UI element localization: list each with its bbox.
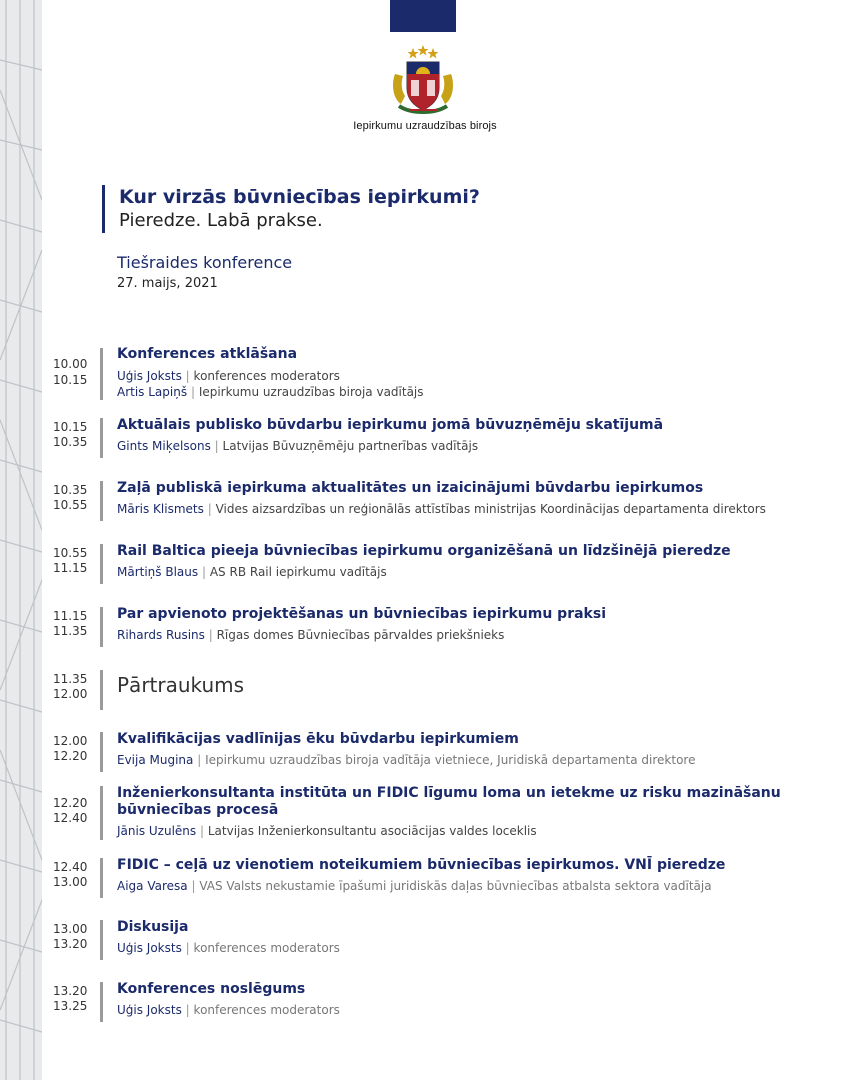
speaker-role: Vides aizsardzības un reģionālās attīstības ministrijas Koordinācijas departamenta direktors bbox=[215, 502, 766, 516]
agenda-session bbox=[40, 784, 830, 842]
speaker-name: Jānis Uzulēns bbox=[117, 824, 197, 838]
session-title: Rail Baltica pieeja būvniecības iepirkumu organizēšanā un līdzšinējā pieredze bbox=[117, 543, 731, 559]
session-title-line-1: Inženierkonsultanta institūta un FIDIC līgumu loma un ietekme uz risku mazināšanu bbox=[117, 785, 781, 801]
session-start-time: 10.35 bbox=[53, 483, 88, 497]
agenda-session bbox=[40, 345, 830, 405]
separator: | bbox=[197, 753, 202, 767]
speaker-role: konferences moderators bbox=[193, 1003, 340, 1017]
session-speaker bbox=[117, 1002, 340, 1018]
session-speaker bbox=[117, 752, 695, 768]
session-title: Kvalifikācijas vadlīnijas ēku būvdarbu iepirkumiem bbox=[117, 731, 519, 747]
session-speaker bbox=[117, 384, 424, 400]
session-title-line-2: būvniecības procesā bbox=[117, 802, 279, 818]
separator: | bbox=[200, 824, 205, 838]
session-start-time: 10.55 bbox=[53, 546, 88, 560]
separator: | bbox=[185, 1003, 190, 1017]
separator: | bbox=[214, 439, 219, 453]
session-title: FIDIC – ceļā uz vienotiem noteikumiem būvniecības iepirkumos. VNĪ pieredze bbox=[117, 857, 726, 873]
session-speaker bbox=[117, 564, 387, 580]
session-divider-bar bbox=[100, 786, 103, 840]
title-block bbox=[102, 185, 480, 233]
decorative-side-strip bbox=[0, 0, 42, 1080]
speaker-role: Iepirkumu uzraudzības biroja vadītājs bbox=[198, 385, 424, 399]
separator: | bbox=[191, 879, 196, 893]
agenda-session bbox=[40, 856, 830, 900]
speaker-name: Rihards Rusins bbox=[117, 628, 205, 642]
session-divider-bar bbox=[100, 982, 103, 1022]
scaffold-pattern-graphic bbox=[0, 0, 42, 1080]
session-divider-bar bbox=[100, 348, 103, 400]
session-start-time: 13.20 bbox=[53, 984, 88, 998]
break-title: Pārtraukums bbox=[117, 673, 245, 697]
session-start-time: 12.40 bbox=[53, 860, 88, 874]
session-end-time: 10.55 bbox=[53, 498, 88, 512]
speaker-role: VAS Valsts nekustamie īpašumi juridiskās daļas būvniecības atbalsta sektora vadītāja bbox=[199, 879, 712, 893]
session-end-time: 11.15 bbox=[53, 561, 88, 575]
agenda-session bbox=[40, 980, 830, 1024]
session-speaker bbox=[117, 878, 712, 894]
session-speaker bbox=[117, 438, 478, 454]
separator: | bbox=[185, 941, 190, 955]
session-speaker bbox=[117, 501, 766, 517]
speaker-name: Māris Klismets bbox=[117, 502, 204, 516]
session-divider-bar bbox=[100, 670, 103, 710]
session-title: Konferences noslēgums bbox=[117, 981, 306, 997]
conference-date: 27. maijs, 2021 bbox=[117, 276, 218, 291]
separator: | bbox=[208, 628, 213, 642]
page-title: Kur virzās būvniecības iepirkumi? bbox=[119, 186, 480, 208]
session-end-time: 13.00 bbox=[53, 875, 88, 889]
session-speaker bbox=[117, 368, 340, 384]
session-start-time: 10.00 bbox=[53, 357, 88, 371]
session-divider-bar bbox=[100, 858, 103, 898]
separator: | bbox=[185, 369, 190, 383]
session-end-time: 11.35 bbox=[53, 624, 88, 638]
speaker-name: Mārtiņš Blaus bbox=[117, 565, 199, 579]
agenda-break bbox=[40, 668, 830, 712]
speaker-name: Uģis Joksts bbox=[117, 369, 182, 383]
speaker-name: Gints Miķelsons bbox=[117, 439, 211, 453]
agenda-session bbox=[40, 416, 830, 460]
agenda-session bbox=[40, 605, 830, 649]
session-start-time: 13.00 bbox=[53, 922, 88, 936]
speaker-role: Latvijas Inženierkonsultantu asociācijas valdes loceklis bbox=[207, 824, 537, 838]
session-end-time: 10.15 bbox=[53, 373, 88, 387]
page-subtitle: Pieredze. Labā prakse. bbox=[119, 210, 323, 231]
session-title: Aktuālais publisko būvdarbu iepirkumu jomā būvuzņēmēju skatījumā bbox=[117, 417, 664, 433]
coat-of-arms-logo bbox=[389, 44, 457, 116]
speaker-name: Uģis Joksts bbox=[117, 1003, 182, 1017]
speaker-role: AS RB Rail iepirkumu vadītājs bbox=[209, 565, 387, 579]
speaker-role: Rīgas domes Būvniecības pārvaldes priekšnieks bbox=[216, 628, 505, 642]
session-end-time: 10.35 bbox=[53, 435, 88, 449]
conference-type: Tiešraides konference bbox=[117, 253, 293, 272]
session-start-time: 12.00 bbox=[53, 734, 88, 748]
agenda-session bbox=[40, 730, 830, 774]
session-divider-bar bbox=[100, 418, 103, 458]
break-start-time: 11.35 bbox=[53, 672, 88, 686]
session-title: Konferences atklāšana bbox=[117, 346, 298, 362]
speaker-name: Artis Lapiņš bbox=[117, 385, 188, 399]
speaker-name: Aiga Varesa bbox=[117, 879, 188, 893]
session-start-time: 11.15 bbox=[53, 609, 88, 623]
agenda-session bbox=[40, 479, 830, 523]
session-speaker bbox=[117, 627, 504, 643]
break-end-time: 12.00 bbox=[53, 687, 88, 701]
session-title: Zaļā publiskā iepirkuma aktualitātes un izaicinājumi būvdarbu iepirkumos bbox=[117, 480, 704, 496]
session-divider-bar bbox=[100, 544, 103, 584]
session-divider-bar bbox=[100, 607, 103, 647]
session-end-time: 12.20 bbox=[53, 749, 88, 763]
session-end-time: 13.20 bbox=[53, 937, 88, 951]
speaker-name: Uģis Joksts bbox=[117, 941, 182, 955]
session-end-time: 13.25 bbox=[53, 999, 88, 1013]
speaker-role: Latvijas Būvuzņēmēju partnerības vadītājs bbox=[222, 439, 479, 453]
separator: | bbox=[207, 502, 212, 516]
session-title: Diskusija bbox=[117, 919, 189, 935]
session-start-time: 10.15 bbox=[53, 420, 88, 434]
session-divider-bar bbox=[100, 481, 103, 521]
session-divider-bar bbox=[100, 920, 103, 960]
session-speaker bbox=[117, 823, 537, 839]
organization-name: Iepirkumu uzraudzības birojs bbox=[353, 120, 497, 132]
speaker-name: Evija Mugina bbox=[117, 753, 194, 767]
session-start-time: 12.20 bbox=[53, 796, 88, 810]
session-end-time: 12.40 bbox=[53, 811, 88, 825]
session-divider-bar bbox=[100, 732, 103, 772]
agenda-session bbox=[40, 918, 830, 962]
separator: | bbox=[201, 565, 207, 579]
top-brand-bar bbox=[390, 0, 456, 32]
agenda-session bbox=[40, 542, 830, 586]
separator: | bbox=[190, 385, 195, 399]
speaker-role: Iepirkumu uzraudzības biroja vadītāja vietniece, Juridiskā departamenta direktore bbox=[205, 753, 696, 767]
speaker-role: konferences moderators bbox=[193, 941, 340, 955]
session-speaker bbox=[117, 940, 340, 956]
session-title: Par apvienoto projektēšanas un būvniecības iepirkumu praksi bbox=[117, 606, 607, 622]
speaker-role: konferences moderators bbox=[193, 369, 340, 383]
